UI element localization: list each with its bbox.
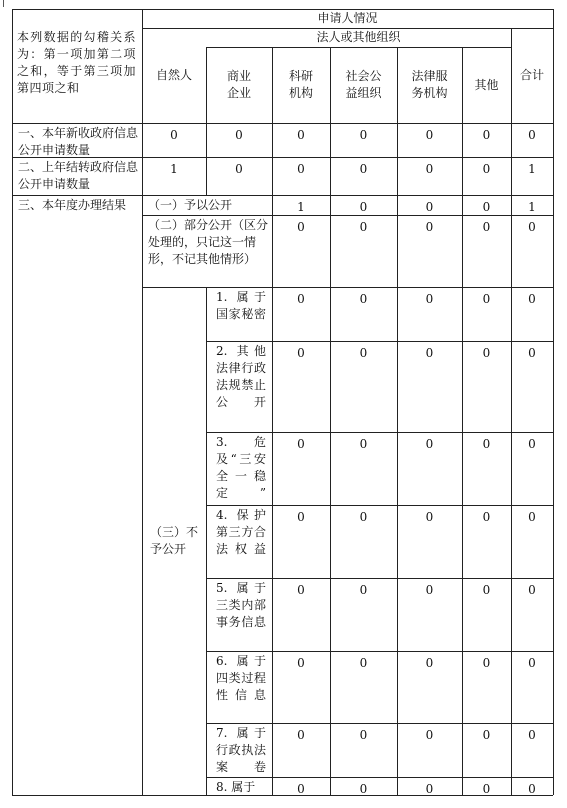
not-disclosed-reason-value-text: 0 — [425, 510, 434, 524]
not-disclosed-reason-label-text: 3. 危及“三安全一稳定” — [216, 435, 266, 500]
not-disclosed-reason-value — [511, 723, 553, 777]
not-disclosed-reason-value — [511, 777, 553, 795]
row-new-requests-value-text: 0 — [425, 128, 434, 142]
row-carried-over-value — [206, 157, 272, 195]
not-disclosed-reason-value — [330, 341, 397, 432]
row-carried-over-value — [397, 157, 462, 195]
not-disclosed-reason-value-text: 0 — [425, 583, 434, 597]
not-disclosed-reason-label — [206, 505, 272, 578]
header-other — [462, 47, 511, 123]
not-disclosed-reason-value-text: 0 — [482, 782, 491, 796]
not-disclosed-reason-value — [397, 578, 462, 651]
header-total-text: 合计 — [519, 68, 544, 82]
not-disclosed-reason-value — [462, 777, 511, 795]
not-disclosed-reason-value — [462, 578, 511, 651]
row-disclosed-value — [272, 195, 330, 215]
row-partial-value-text: 0 — [528, 220, 536, 234]
not-disclosed-reason-value-text: 0 — [528, 437, 536, 451]
row-new-requests-value-text: 0 — [297, 128, 305, 142]
not-disclosed-reason-value — [397, 287, 462, 341]
not-disclosed-reason-label-text: 4. 保护第三方合法权益 — [216, 508, 266, 556]
row-carried-over-label-text: 二、上年结转政府信息公开申请数量 — [18, 160, 139, 191]
row-partial-value — [330, 215, 397, 287]
not-disclosed-reason-value-text: 0 — [297, 346, 305, 360]
not-disclosed-reason-label — [206, 578, 272, 651]
not-disclosed-reason-value — [330, 578, 397, 651]
not-disclosed-reason-label-text: 6. 属于四类过程性信息 — [216, 654, 266, 702]
not-disclosed-reason-value-text: 0 — [359, 782, 368, 796]
not-disclosed-reason-value-text: 0 — [482, 728, 491, 742]
row-carried-over-value — [511, 157, 553, 195]
row-partial-label — [142, 215, 272, 287]
not-disclosed-reason-value — [272, 723, 330, 777]
row-partial-value-text: 0 — [297, 220, 305, 234]
table-bottom-border — [12, 795, 553, 796]
not-disclosed-reason-value — [330, 651, 397, 723]
row-carried-over-value-text: 1 — [170, 162, 178, 176]
not-disclosed-reason-value-text: 0 — [528, 583, 536, 597]
row-not-disclosed-label-text: （三）不予公开 — [150, 525, 199, 556]
header-research-text: 科研 机构 — [288, 69, 313, 100]
not-disclosed-reason-value — [330, 432, 397, 505]
not-disclosed-reason-value — [272, 432, 330, 505]
row-new-requests-label — [12, 123, 142, 157]
row-partial-value-text: 0 — [482, 220, 491, 234]
not-disclosed-reason-value-text: 0 — [482, 510, 491, 524]
not-disclosed-reason-value — [397, 505, 462, 578]
not-disclosed-reason-value-text: 0 — [297, 510, 305, 524]
crop-marker — [3, 0, 10, 7]
row-new-requests-value — [397, 123, 462, 157]
row-carried-over-value-text: 0 — [425, 162, 434, 176]
not-disclosed-reason-value-text: 0 — [482, 292, 491, 306]
header-legal-service — [397, 47, 462, 123]
row-carried-over-value-text: 1 — [528, 162, 536, 176]
row-carried-over-value-text: 0 — [235, 162, 243, 176]
row-carried-over-value — [330, 157, 397, 195]
not-disclosed-reason-value-text: 0 — [528, 346, 536, 360]
not-disclosed-reason-value — [397, 723, 462, 777]
not-disclosed-reason-value-text: 0 — [297, 437, 305, 451]
header-legal-group-text: 法人或其他组织 — [316, 30, 401, 44]
not-disclosed-reason-value — [330, 287, 397, 341]
header-legal-group — [206, 28, 511, 47]
not-disclosed-reason-label — [206, 432, 272, 505]
not-disclosed-reason-value-text: 0 — [528, 510, 536, 524]
row-carried-over-value — [142, 157, 206, 195]
header-social — [330, 47, 397, 123]
row-disclosed-value-text: 0 — [425, 200, 434, 214]
not-disclosed-reason-label-text: 2. 其他法律行政法规禁止公开 — [216, 344, 266, 409]
header-natural-person — [142, 28, 206, 123]
row-carried-over-value-text: 0 — [359, 162, 368, 176]
row-disclosed-value — [397, 195, 462, 215]
row-disclosed-value — [511, 195, 553, 215]
not-disclosed-reason-value-text: 0 — [297, 728, 305, 742]
row-carried-over-value-text: 0 — [482, 162, 491, 176]
not-disclosed-reason-value-text: 0 — [359, 656, 368, 670]
header-business-text: 商业 企业 — [226, 69, 251, 100]
row-disclosed-value-text: 0 — [482, 200, 491, 214]
row-results-label — [12, 195, 142, 795]
header-total — [511, 28, 553, 123]
not-disclosed-reason-value-text: 0 — [359, 292, 368, 306]
table-right-border — [553, 9, 554, 795]
row-partial-value — [272, 215, 330, 287]
not-disclosed-reason-value — [462, 287, 511, 341]
row-partial-value — [511, 215, 553, 287]
corner-note-text: 本列数据的勾稽关系为：第一项加第二项之和，等于第三项加第四项之和 — [17, 30, 136, 95]
not-disclosed-reason-label — [206, 777, 272, 795]
not-disclosed-reason-value — [397, 341, 462, 432]
not-disclosed-reason-label-text: 5. 属于三类内部事务信息 — [216, 581, 266, 629]
not-disclosed-reason-value — [397, 651, 462, 723]
row-disclosed-value-text: 1 — [528, 200, 536, 214]
not-disclosed-reason-value-text: 0 — [359, 728, 368, 742]
not-disclosed-reason-value-text: 0 — [359, 437, 368, 451]
header-social-text: 社会公 益组织 — [345, 69, 382, 100]
row-partial-label-text: （二）部分公开（区分处理的，只记这一情形，不记其他情形） — [148, 218, 269, 266]
row-new-requests-value — [511, 123, 553, 157]
not-disclosed-reason-value-text: 0 — [482, 437, 491, 451]
row-carried-over-label — [12, 157, 142, 195]
row-carried-over-value — [462, 157, 511, 195]
not-disclosed-reason-label — [206, 651, 272, 723]
not-disclosed-reason-value-text: 0 — [528, 728, 536, 742]
row-disclosed-label — [142, 195, 272, 215]
not-disclosed-reason-value-text: 0 — [359, 583, 368, 597]
row-carried-over-value-text: 0 — [297, 162, 305, 176]
row-new-requests-value — [462, 123, 511, 157]
header-natural-person-text: 自然人 — [155, 68, 192, 82]
not-disclosed-reason-value-text: 0 — [528, 656, 536, 670]
row-disclosed-value-text: 0 — [359, 200, 368, 214]
header-business — [206, 47, 272, 123]
not-disclosed-reason-label-text: 1. 属于国家秘密 — [216, 290, 266, 321]
not-disclosed-reason-value — [330, 723, 397, 777]
not-disclosed-reason-value-text: 0 — [425, 782, 434, 796]
row-partial-value-text: 0 — [425, 220, 434, 234]
row-new-requests-value-text: 0 — [170, 128, 178, 142]
row-new-requests-label-text: 一、本年新收政府信息公开申请数量 — [18, 126, 139, 157]
row-disclosed-value — [330, 195, 397, 215]
row-results-label-text: 三、本年度办理结果 — [18, 198, 127, 212]
not-disclosed-reason-value-text: 0 — [482, 583, 491, 597]
row-disclosed-value-text: 1 — [297, 200, 305, 214]
not-disclosed-reason-label — [206, 287, 272, 341]
row-new-requests-value-text: 0 — [359, 128, 368, 142]
not-disclosed-reason-value — [397, 432, 462, 505]
row-new-requests-value-text: 0 — [482, 128, 491, 142]
not-disclosed-reason-value — [397, 777, 462, 795]
row-carried-over-value — [272, 157, 330, 195]
not-disclosed-reason-label-text: 8. 属于 — [216, 780, 256, 794]
not-disclosed-reason-label — [206, 341, 272, 432]
header-research — [272, 47, 330, 123]
row-new-requests-value-text: 0 — [235, 128, 243, 142]
header-applicant — [142, 9, 553, 28]
not-disclosed-reason-value-text: 0 — [297, 292, 305, 306]
not-disclosed-reason-value-text: 0 — [425, 656, 434, 670]
not-disclosed-reason-value — [330, 505, 397, 578]
not-disclosed-reason-value-text: 0 — [425, 292, 434, 306]
not-disclosed-reason-value — [272, 777, 330, 795]
not-disclosed-reason-value — [272, 505, 330, 578]
not-disclosed-reason-label — [206, 723, 272, 777]
not-disclosed-reason-value — [330, 777, 397, 795]
row-partial-value — [397, 215, 462, 287]
row-partial-value-text: 0 — [359, 220, 368, 234]
header-other-text: 其他 — [474, 77, 499, 92]
not-disclosed-reason-value — [511, 578, 553, 651]
not-disclosed-reason-label-text: 7. 属于行政执法案卷 — [216, 726, 266, 774]
row-new-requests-value — [142, 123, 206, 157]
not-disclosed-reason-value-text: 0 — [359, 346, 368, 360]
not-disclosed-reason-value — [272, 578, 330, 651]
not-disclosed-reason-value — [511, 505, 553, 578]
row-new-requests-value — [206, 123, 272, 157]
row-new-requests-value — [330, 123, 397, 157]
not-disclosed-reason-value — [511, 432, 553, 505]
not-disclosed-reason-value — [272, 651, 330, 723]
not-disclosed-reason-value — [462, 723, 511, 777]
not-disclosed-reason-value-text: 0 — [297, 583, 305, 597]
not-disclosed-reason-value-text: 0 — [482, 656, 491, 670]
row-partial-value — [462, 215, 511, 287]
not-disclosed-reason-value — [272, 341, 330, 432]
not-disclosed-reason-value-text: 0 — [425, 728, 434, 742]
not-disclosed-reason-value — [511, 287, 553, 341]
row-not-disclosed-label — [142, 287, 206, 795]
not-disclosed-reason-value-text: 0 — [425, 437, 434, 451]
header-legal-service-text: 法律服 务机构 — [411, 69, 448, 100]
not-disclosed-reason-value — [511, 651, 553, 723]
not-disclosed-reason-value-text: 0 — [528, 782, 536, 796]
not-disclosed-reason-value — [272, 287, 330, 341]
not-disclosed-reason-value-text: 0 — [297, 656, 305, 670]
not-disclosed-reason-value-text: 0 — [482, 346, 491, 360]
not-disclosed-reason-value-text: 0 — [528, 292, 536, 306]
row-new-requests-value-text: 0 — [528, 128, 536, 142]
not-disclosed-reason-value — [462, 341, 511, 432]
not-disclosed-reason-value-text: 0 — [359, 510, 368, 524]
not-disclosed-reason-value — [462, 651, 511, 723]
not-disclosed-reason-value — [462, 505, 511, 578]
not-disclosed-reason-value-text: 0 — [425, 346, 434, 360]
row-disclosed-value — [462, 195, 511, 215]
corner-note — [12, 9, 142, 123]
row-disclosed-label-text: （一）予以公开 — [148, 198, 233, 212]
header-applicant-text: 申请人情况 — [317, 11, 378, 25]
row-new-requests-value — [272, 123, 330, 157]
not-disclosed-reason-value — [511, 341, 553, 432]
not-disclosed-reason-value-text: 0 — [297, 782, 305, 796]
not-disclosed-reason-value — [462, 432, 511, 505]
